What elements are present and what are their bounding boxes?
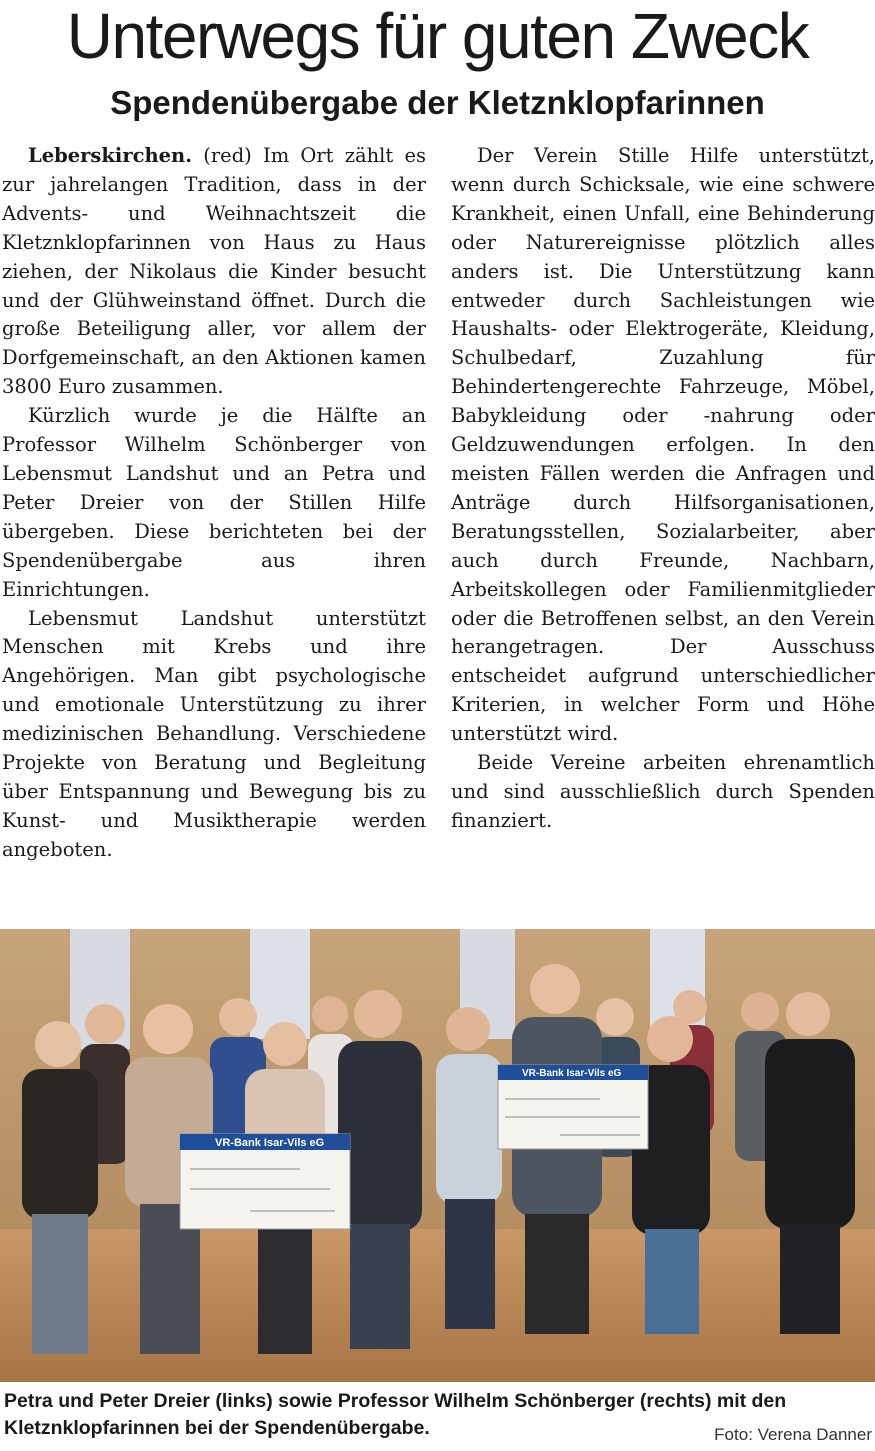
article-paragraph: [2, 142, 426, 402]
cheque-right: [498, 1065, 648, 1149]
floor: [0, 1229, 875, 1382]
photo-credit: Foto: Verena Danner: [714, 1425, 872, 1444]
article-column-right: [451, 142, 875, 836]
cheque-left-bank: VR-Bank Isar-Vils eG: [215, 1137, 325, 1149]
article-paragraph: Kürzlich wurde je die Hälfte an Professor Wilhelm Schönberger von Lebensmut Landshut und an Petra und Peter Dreier von der Stillen Hilfe übergeben. Diese berichteten bei der Spendenübergabe aus ihren Einrichtungen.: [2, 404, 426, 601]
article-paragraph: Lebensmut Landshut unterstützt Menschen mit Krebs und ihre Angehörigen. Man gibt psychologische und emotionale Unterstützung zu ihrer medizinischen Behandlung. Verschiedene Projekte von Beratung und Begleitung über Entspannung und Bewegung bis zu Kunst- und Musiktherapie werden angeboten.: [2, 606, 426, 861]
cheque-left: [180, 1134, 350, 1229]
cheque-right-bank: VR-Bank Isar-Vils eG: [522, 1068, 622, 1079]
window: [250, 929, 310, 1039]
photo-caption: Petra und Peter Dreier (links) sowie Professor Wilhelm Schönberger (rechts) mit den Kletznklopfarinnen bei der Spendenübergabe.: [4, 1390, 787, 1439]
group-photo-illustration: [0, 929, 875, 1382]
article-paragraph: Der Verein Stille Hilfe unterstützt, wenn durch Schicksale, wie eine schwere Krankheit, einen Unfall, eine Behinderung oder Naturereignisse plötzlich alles anders ist. Die Unterstützung kann entweder durch Sachleistungen wie Haushalts- oder Elektrogeräte, Kleidung, Schulbedarf, Zuzahlung für Behindertengerechte Fahrzeuge, Möbel, Babykleidung oder -nahrung oder Geldzuwendungen erfolgen. In den meisten Fällen werden die Anfragen und Anträge durch Hilfsorganisationen, Beratungsstellen, Sozialarbeiter, aber auch durch Freunde, Nachbarn, Arbeitskollegen oder Familienmitglieder oder die Betroffenen selbst, an den Verein herangetragen. Der Ausschuss entscheidet aufgrund unterschiedlicher Kriterien, in welcher Form und Höhe unterstützt wird.: [451, 144, 875, 746]
article-paragraph: Beide Vereine arbeiten ehrenamtlich und sind ausschließlich durch Spenden finanziert.: [451, 751, 875, 832]
headline: Unterwegs für guten Zweck: [66, 0, 809, 72]
paragraph-text: (red) Im Ort zählt es zur jahrelangen Tradition, dass in der Advents- und Weihnachtszeit die Kletznklopfarinnen von Haus zu Haus ziehen, der Nikolaus die Kinder besucht und der Glühweinstand öffnet. Durch die große Beteiligung aller, vor allem der Dorfgemeinschaft, an den Aktionen kamen 3800 Euro zusammen.: [2, 144, 426, 399]
dateline: Leberskirchen.: [28, 144, 193, 167]
article-column-left: [2, 142, 426, 865]
group-photo: [0, 929, 875, 1382]
subheadline: Spendenübergabe der Kletznklopfarinnen: [110, 84, 765, 121]
